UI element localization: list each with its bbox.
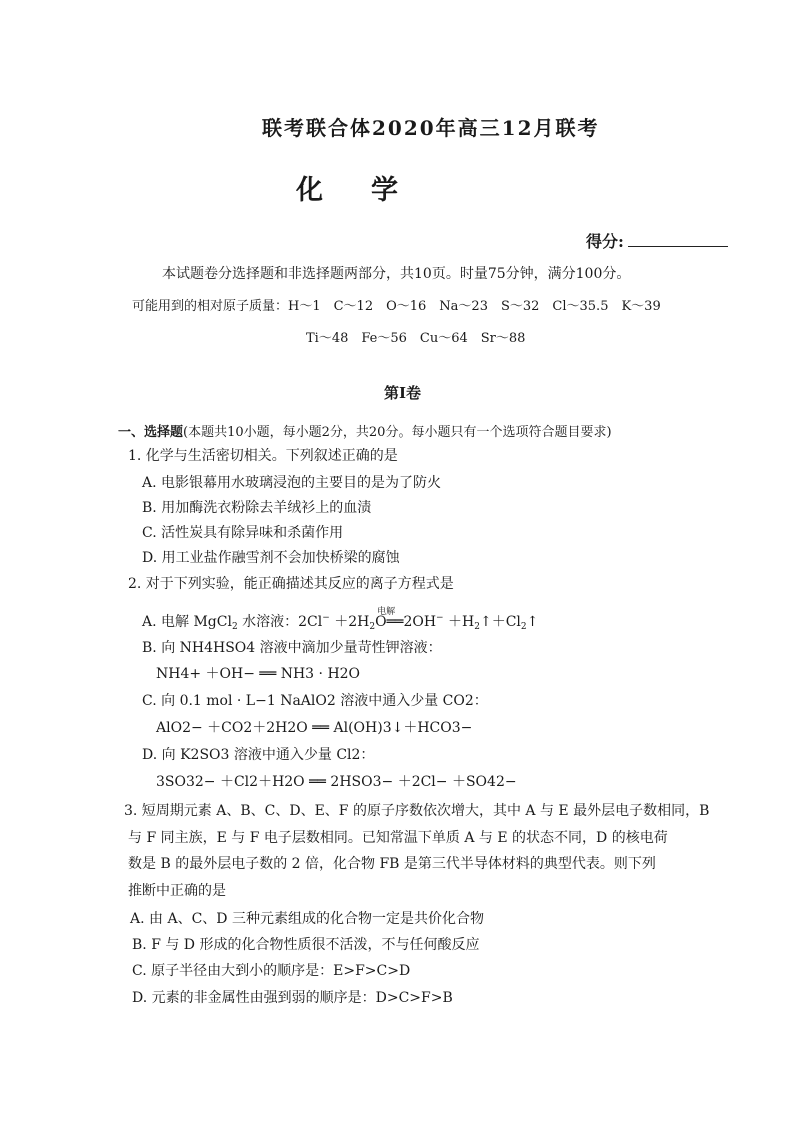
q3-stem-line3: 数是 B 的最外层电子数的 2 倍，化合物 FB 是第三代半导体材料的典型代表。则下列 xyxy=(128,856,656,872)
q2-a-end: ↑ xyxy=(526,614,539,630)
q2-option-b: B. 向 NH4HSO4 溶液中滴加少量苛性钾溶液： xyxy=(142,640,442,656)
q2-a-mid2: ＋2H xyxy=(329,614,370,630)
q1-option-d: D. 用工业盐作融雪剂不会加快桥梁的腐蚀 xyxy=(142,550,400,566)
score-blank xyxy=(628,232,728,247)
q3-stem-line4: 推断中正确的是 xyxy=(128,883,226,899)
electrolysis-arrow: O 电解 ══ xyxy=(375,614,403,630)
q3-option-b: B. F 与 D 形成的化合物性质很不活泼，不与任何酸反应 xyxy=(132,937,480,953)
q2-a-rest3: ↑＋Cl xyxy=(479,614,521,630)
score-field xyxy=(586,229,728,252)
q2-a-label: A. 电解 MgCl xyxy=(142,614,232,630)
q2-option-d: D. 向 K2SO3 溶液中通入少量 Cl2： xyxy=(142,747,375,763)
section1-heading xyxy=(118,421,612,440)
q2-a-o: O xyxy=(375,614,387,630)
q3-stem-line1: 3. 短周期元素 A、B、C、D、E、F 的原子序数依次增大，其中 A 与 E 最外层电子数相同，B xyxy=(124,803,710,819)
volume-title: 第Ⅰ卷 xyxy=(384,384,422,402)
q1-option-b: B. 用加酶洗衣粉除去羊绒衫上的血渍 xyxy=(142,500,372,516)
q3-option-a: A. 由 A、C、D 三种元素组成的化合物一定是共价化合物 xyxy=(130,911,484,927)
q1-option-c: C. 活性炭具有除异味和杀菌作用 xyxy=(142,525,344,541)
q2-a-rest2: ＋H xyxy=(443,614,475,630)
score-label: 得分: xyxy=(586,232,624,251)
q2-option-c-equation: AlO2− ＋CO2＋2H2O ══ Al(OH)3↓＋HCO3− xyxy=(156,720,473,736)
q1-stem: 1. 化学与生活密切相关。下列叙述正确的是 xyxy=(128,448,398,464)
q3-option-c: C. 原子半径由大到小的顺序是：E>F>C>D xyxy=(132,963,411,979)
electrolysis-label: 电解 xyxy=(377,607,396,617)
q2-a-rest: 2OH xyxy=(403,614,437,630)
q2-option-d-equation: 3SO32− ＋Cl2＋H2O ══ 2HSO3− ＋2Cl− ＋SO42− xyxy=(156,774,517,790)
q2-stem: 2. 对于下列实验，能正确描述其反应的离子方程式是 xyxy=(128,576,454,592)
atomic-masses-line2: Ti～48 Fe～56 Cu～64 Sr～88 xyxy=(306,331,526,346)
q2-option-a: A. 电解 MgCl$_2$ 水溶液：$2Cl^- +2H_2O$ 电解 ══2OH− $+H_2↑+Cl_2↑$ xyxy=(142,611,538,632)
atomic-masses-line1: 可能用到的相对原子质量：H～1 C～12 O～16 Na～23 S～32 Cl～35.5 K～39 xyxy=(132,299,661,314)
q2-option-c: C. 向 0.1 mol · L−1 NaAlO2 溶液中通入少量 CO2： xyxy=(142,693,488,709)
q2-a-mid: 水溶液：2Cl xyxy=(237,614,323,630)
exam-title: 联考联合体2020年高三12月联考 xyxy=(262,116,600,140)
q1-option-a: A. 电影银幕用水玻璃浸泡的主要目的是为了防火 xyxy=(142,475,442,491)
subject-title: 化学 xyxy=(296,175,446,206)
q3-option-d: D. 元素的非金属性由强到弱的顺序是：D>C>F>B xyxy=(132,990,453,1006)
q2-option-b-equation: NH4+ ＋OH− ══ NH3 · H2O xyxy=(156,666,361,682)
section1-title: 一、选择题 xyxy=(118,425,184,440)
q3-stem-line2: 与 F 同主族，E 与 F 电子层数相同。已知常温下单质 A 与 E 的状态不同，D 的核电荷 xyxy=(128,830,668,846)
section1-note: (本题共10小题，每小题2分，共20分。每小题只有一个选项符合题目要求) xyxy=(183,425,612,440)
instructions: 本试题卷分选择题和非选择题两部分，共10页。时量75分钟，满分100分。 xyxy=(162,266,631,282)
